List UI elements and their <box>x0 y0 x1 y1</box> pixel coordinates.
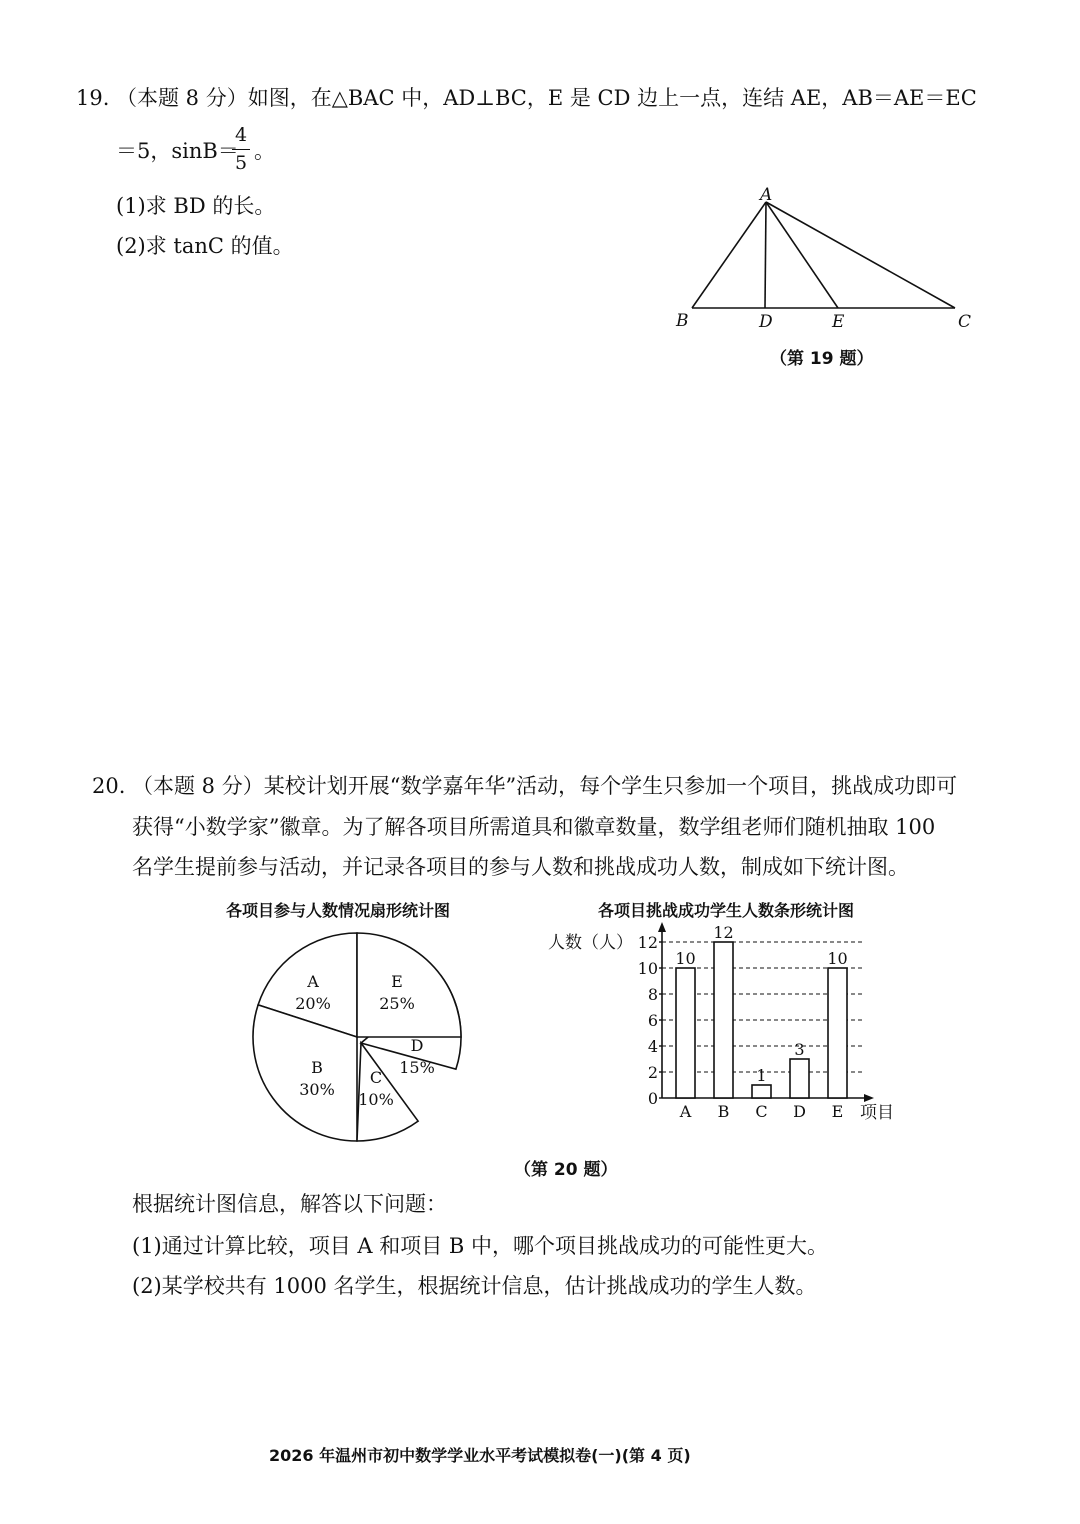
q20-stem-line2: 获得“小数学家”徽章。为了解各项目所需道具和徽章数量，数学组老师们随机抽取 100 <box>132 815 936 839</box>
pie-label-b: B <box>311 1058 323 1077</box>
page-footer: 2026 年温州市初中数学学业水平考试模拟卷(一)(第 4 页) <box>269 1446 691 1465</box>
y-tick-label-6: 6 <box>647 1011 658 1030</box>
x-axis-title: 项目 <box>860 1103 894 1123</box>
q20-stem-line1: （本题 8 分）某校计划开展“数学嘉年华”活动，每个学生只参加一个项目，挑战成功即可 <box>132 774 958 798</box>
q19-stem-line2-prefix: ＝5，sinB＝ <box>116 139 239 163</box>
bar-c <box>752 1085 771 1098</box>
pie-label-e: E <box>391 972 403 991</box>
q20-figure-caption: （第 20 题） <box>514 1160 618 1180</box>
q19-part2: (2)求 tanC 的值。 <box>116 234 294 258</box>
fraction-denominator: 5 <box>234 152 248 174</box>
bar-d <box>790 1059 809 1098</box>
y-tick-label-12: 12 <box>637 933 658 952</box>
y-tick-label-0: 0 <box>647 1089 658 1108</box>
x-tick-label-c: C <box>755 1102 768 1121</box>
x-tick-label-d: D <box>793 1102 806 1121</box>
point-label-D: D <box>759 312 773 332</box>
fraction-bar <box>232 149 250 150</box>
pie-percent-a: 20% <box>295 994 331 1013</box>
x-axis-arrow-icon <box>864 1094 874 1102</box>
bar-value-label-b: 12 <box>713 923 734 942</box>
q19-stem-line1: （本题 8 分）如图，在△BAC 中，AD⊥BC，E 是 CD 边上一点，连结 AE，AB＝AE＝EC <box>116 86 977 110</box>
pie-percent-b: 30% <box>299 1080 335 1099</box>
bar-value-label-c: 1 <box>756 1066 767 1085</box>
segment-AE <box>766 202 838 308</box>
pie-label-a: A <box>307 972 319 991</box>
q19-stem-line2-suffix: 。 <box>254 139 275 163</box>
pie-label-d: D <box>410 1036 424 1055</box>
fraction-numerator: 4 <box>234 124 248 146</box>
point-label-E: E <box>832 312 845 332</box>
q19-part1: (1)求 BD 的长。 <box>116 194 276 218</box>
y-axis-arrow-icon <box>658 922 666 932</box>
q20-stem-line3: 名学生提前参与活动，并记录各项目的参与人数和挑战成功人数，制成如下统计图。 <box>132 855 909 879</box>
segment-AC <box>766 202 955 308</box>
q19-sinB-fraction <box>232 124 250 174</box>
bar-value-label-e: 10 <box>827 949 848 968</box>
pie-percent-e: 25% <box>379 994 415 1013</box>
q20-number: 20. <box>92 774 126 798</box>
bar-value-label-d: 3 <box>794 1040 805 1059</box>
y-axis-title: 人数（人） <box>548 933 633 953</box>
bar-value-label-a: 10 <box>675 949 696 968</box>
point-label-A: A <box>760 185 773 205</box>
x-tick-label-b: B <box>717 1102 730 1121</box>
q20-intro: 根据统计图信息，解答以下问题： <box>132 1192 447 1216</box>
bar-e <box>828 968 847 1098</box>
pie-slice-e <box>357 933 461 1037</box>
q19-number: 19. <box>76 86 110 110</box>
q19-triangle-figure <box>660 185 990 335</box>
x-tick-label-e: E <box>831 1102 844 1121</box>
bar-chart <box>540 920 910 1130</box>
y-tick-label-10: 10 <box>637 959 658 978</box>
x-tick-label-a: A <box>679 1102 692 1121</box>
segment-AB <box>692 202 766 308</box>
q19-figure-caption: （第 19 题） <box>770 349 874 369</box>
pie-chart-title: 各项目参与人数情况扇形统计图 <box>226 901 451 920</box>
pie-percent-c: 10% <box>358 1090 394 1109</box>
y-tick-label-4: 4 <box>647 1037 658 1056</box>
bar-chart-title: 各项目挑战成功学生人数条形统计图 <box>598 901 855 920</box>
pie-percent-d: 15% <box>399 1058 435 1077</box>
q20-part1: (1)通过计算比较，项目 A 和项目 B 中，哪个项目挑战成功的可能性更大。 <box>132 1234 829 1258</box>
pie-chart <box>245 925 470 1150</box>
segment-AD <box>765 202 766 308</box>
pie-label-c: C <box>369 1068 383 1087</box>
y-tick-label-8: 8 <box>647 985 658 1004</box>
y-tick-label-2: 2 <box>647 1063 658 1082</box>
q20-part2: (2)某学校共有 1000 名学生，根据统计信息，估计挑战成功的学生人数。 <box>132 1274 817 1298</box>
point-label-C: C <box>958 312 972 332</box>
bar-a <box>676 968 695 1098</box>
point-label-B: B <box>676 311 689 331</box>
bar-b <box>714 942 733 1098</box>
